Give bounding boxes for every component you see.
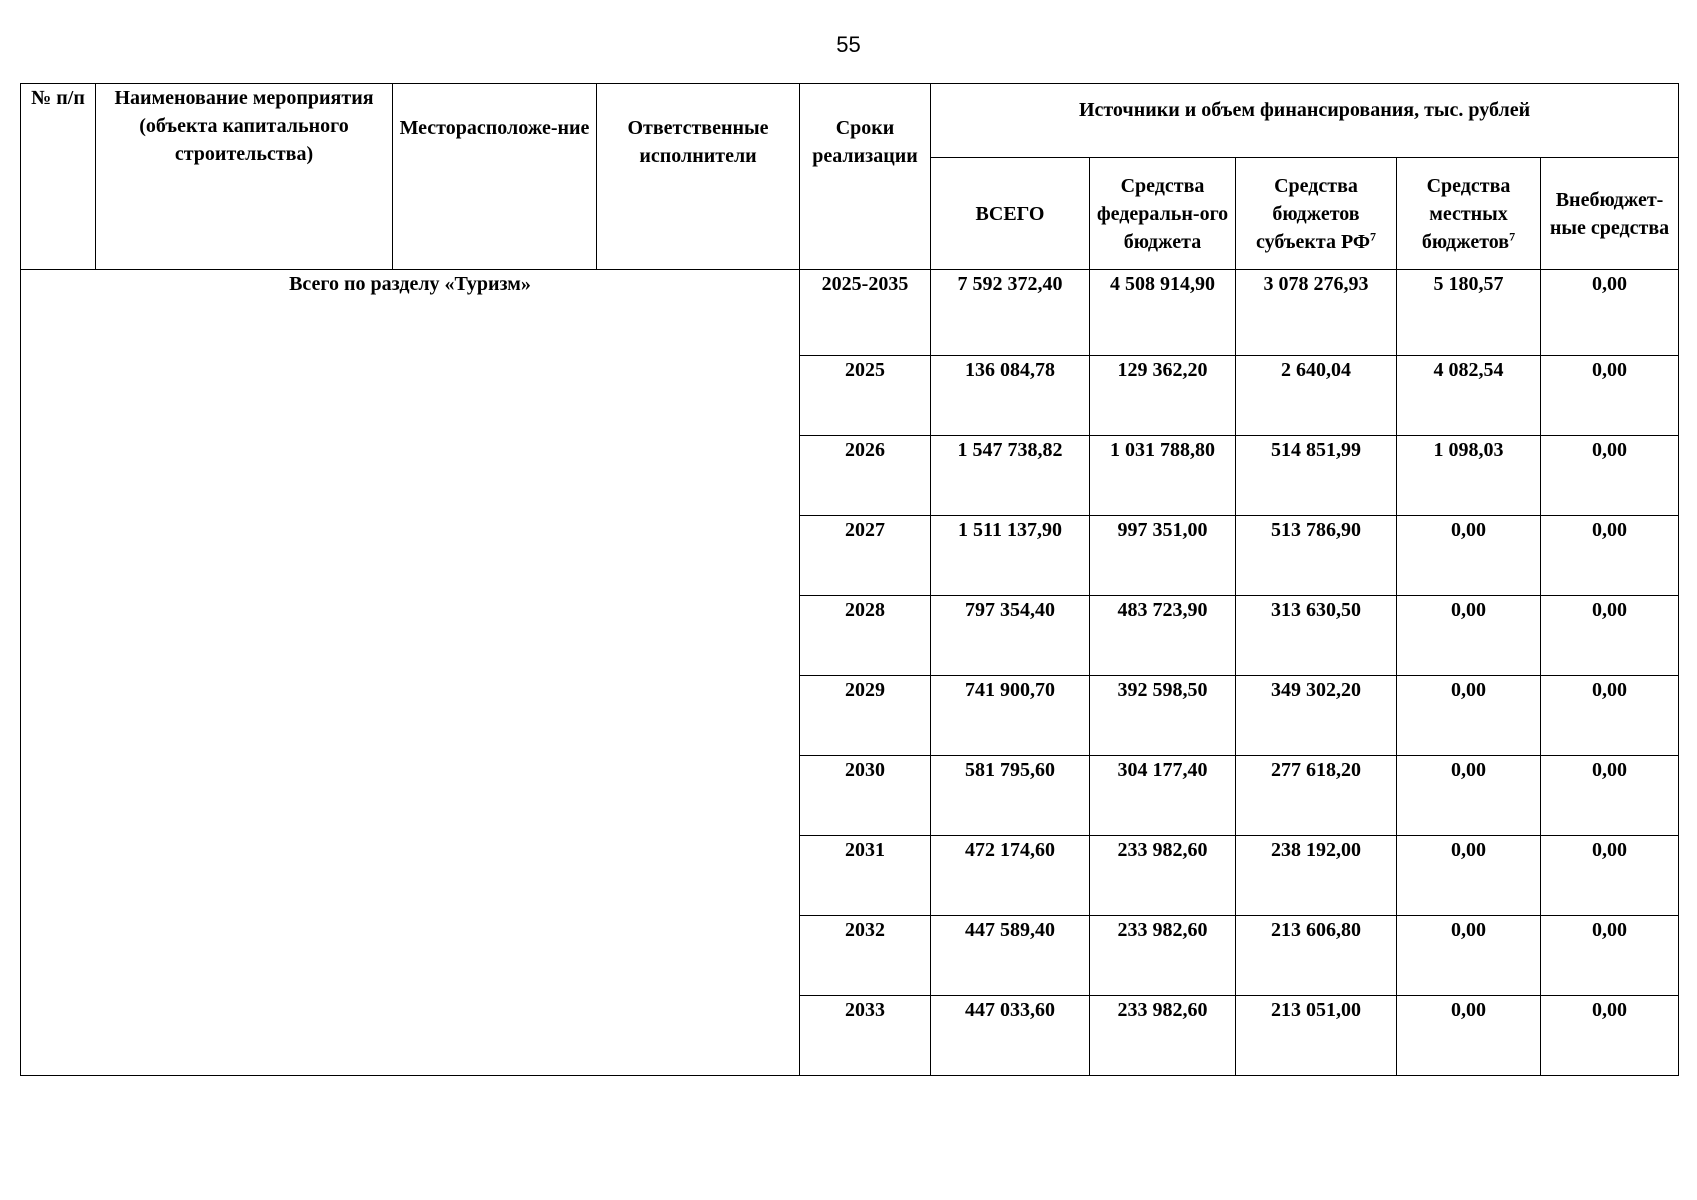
cell-regional: 2 640,04	[1236, 356, 1397, 436]
cell-total: 136 084,78	[931, 356, 1090, 436]
section-total-label: Всего по разделу «Туризм»	[21, 270, 800, 1076]
financing-table	[20, 83, 1679, 1076]
cell-local: 0,00	[1397, 516, 1541, 596]
cell-period: 2029	[800, 676, 931, 756]
cell-regional: 213 606,80	[1236, 916, 1397, 996]
cell-period: 2031	[800, 836, 931, 916]
cell-local: 0,00	[1397, 996, 1541, 1076]
cell-extra: 0,00	[1541, 356, 1679, 436]
cell-local: 0,00	[1397, 676, 1541, 756]
cell-regional: 514 851,99	[1236, 436, 1397, 516]
cell-regional: 3 078 276,93	[1236, 270, 1397, 356]
page-number: 55	[836, 32, 861, 57]
cell-period: 2030	[800, 756, 931, 836]
cell-period: 2025-2035	[800, 270, 931, 356]
cell-federal: 304 177,40	[1090, 756, 1236, 836]
cell-total: 472 174,60	[931, 836, 1090, 916]
cell-extra: 0,00	[1541, 516, 1679, 596]
cell-total: 1 511 137,90	[931, 516, 1090, 596]
header-executors: Ответственные исполнители	[597, 84, 800, 270]
cell-period: 2026	[800, 436, 931, 516]
cell-period: 2028	[800, 596, 931, 676]
cell-local: 5 180,57	[1397, 270, 1541, 356]
header-location: Месторасположе-ние	[393, 84, 597, 270]
cell-federal: 997 351,00	[1090, 516, 1236, 596]
cell-extra: 0,00	[1541, 676, 1679, 756]
header-local-footnote: 7	[1509, 228, 1516, 243]
cell-extra: 0,00	[1541, 596, 1679, 676]
header-regional-label: Средства бюджетов субъекта РФ	[1255, 174, 1371, 253]
cell-regional: 277 618,20	[1236, 756, 1397, 836]
cell-local: 0,00	[1397, 836, 1541, 916]
cell-total: 797 354,40	[931, 596, 1090, 676]
cell-regional: 313 630,50	[1236, 596, 1397, 676]
header-regional-footnote: 7	[1370, 228, 1377, 243]
header-local-label: Средства местных бюджетов	[1421, 174, 1511, 253]
cell-extra: 0,00	[1541, 996, 1679, 1076]
cell-local: 0,00	[1397, 756, 1541, 836]
cell-total: 741 900,70	[931, 676, 1090, 756]
cell-total: 447 589,40	[931, 916, 1090, 996]
cell-regional: 513 786,90	[1236, 516, 1397, 596]
cell-federal: 233 982,60	[1090, 996, 1236, 1076]
cell-period: 2032	[800, 916, 931, 996]
cell-regional: 213 051,00	[1236, 996, 1397, 1076]
header-total: ВСЕГО	[931, 158, 1090, 270]
cell-federal: 129 362,20	[1090, 356, 1236, 436]
header-regional	[1236, 158, 1397, 270]
cell-total: 1 547 738,82	[931, 436, 1090, 516]
cell-period: 2025	[800, 356, 931, 436]
cell-local: 4 082,54	[1397, 356, 1541, 436]
header-name: Наименование мероприятия (объекта капитального строительства)	[96, 84, 393, 270]
cell-period: 2033	[800, 996, 931, 1076]
header-local	[1397, 158, 1541, 270]
cell-total: 447 033,60	[931, 996, 1090, 1076]
cell-extra: 0,00	[1541, 436, 1679, 516]
cell-period: 2027	[800, 516, 931, 596]
header-num: № п/п	[21, 84, 96, 270]
cell-extra: 0,00	[1541, 756, 1679, 836]
cell-extra: 0,00	[1541, 916, 1679, 996]
cell-local: 0,00	[1397, 596, 1541, 676]
table-row	[21, 270, 1679, 356]
cell-regional: 349 302,20	[1236, 676, 1397, 756]
cell-local: 1 098,03	[1397, 436, 1541, 516]
table-body	[21, 270, 1679, 1076]
cell-federal: 392 598,50	[1090, 676, 1236, 756]
table-header	[21, 84, 1679, 270]
header-funding-group: Источники и объем финансирования, тыс. рублей	[931, 84, 1679, 158]
cell-federal: 4 508 914,90	[1090, 270, 1236, 356]
header-period: Сроки реализации	[800, 84, 931, 270]
cell-federal: 233 982,60	[1090, 916, 1236, 996]
header-federal: Средства федеральн-ого бюджета	[1090, 158, 1236, 270]
cell-extra: 0,00	[1541, 270, 1679, 356]
header-extrabudget: Внебюджет-ные средства	[1541, 158, 1679, 270]
cell-federal: 483 723,90	[1090, 596, 1236, 676]
cell-regional: 238 192,00	[1236, 836, 1397, 916]
cell-federal: 233 982,60	[1090, 836, 1236, 916]
cell-local: 0,00	[1397, 916, 1541, 996]
cell-total: 581 795,60	[931, 756, 1090, 836]
cell-extra: 0,00	[1541, 836, 1679, 916]
cell-federal: 1 031 788,80	[1090, 436, 1236, 516]
cell-total: 7 592 372,40	[931, 270, 1090, 356]
